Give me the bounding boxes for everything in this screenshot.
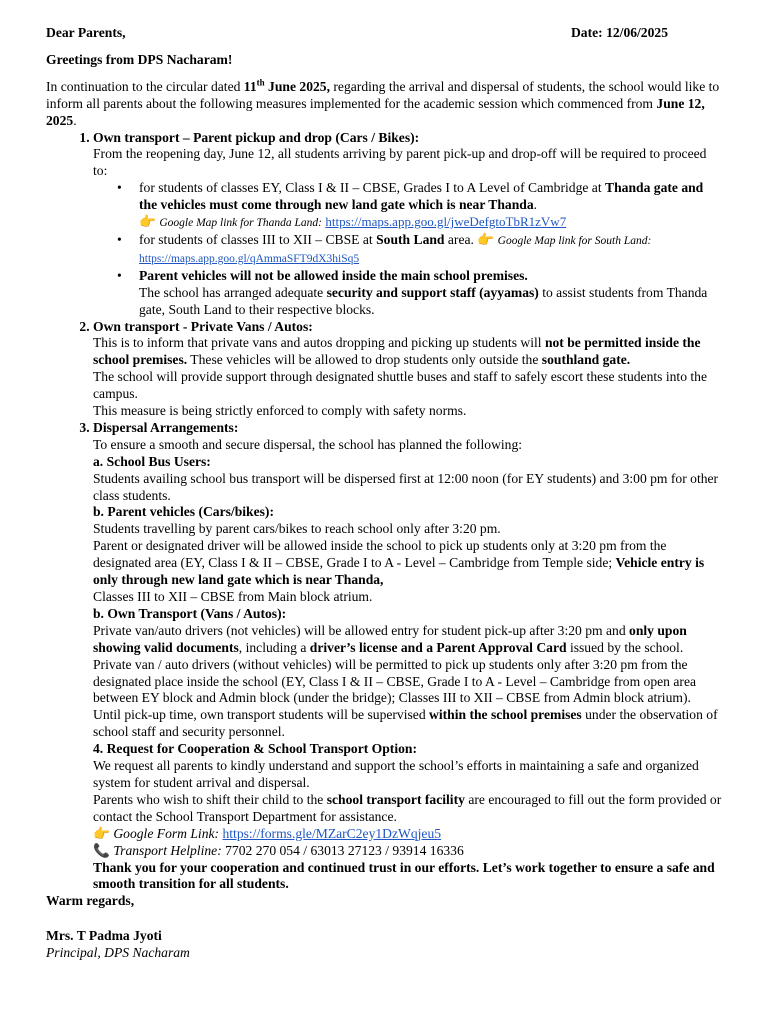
salutation: Dear Parents, bbox=[46, 25, 126, 40]
signatory-name: Mrs. T Padma Jyoti bbox=[46, 928, 162, 944]
letter-header bbox=[46, 25, 722, 42]
pickup-points-list bbox=[93, 180, 722, 318]
south-land-map-link[interactable]: https://maps.app.goo.gl/qAmmaSFT9dX3hiSq5 bbox=[139, 252, 360, 265]
google-form-link[interactable]: https://forms.gle/MZarC2ey1DzWqjeu5 bbox=[222, 825, 442, 841]
thanda-map-link[interactable]: https://maps.app.goo.gl/jweDefgtoTbR1zVw7 bbox=[325, 214, 567, 230]
backhand-index-pointing-right-icon: 👉 bbox=[93, 825, 110, 841]
list-item: • for students of classes EY, Class I & II – CBSE, Grades I to A Level of Cambridge at Thanda gate and the vehicles must come through new land gate which is near Thanda. 👉 Google Map link for Thanda Land: https://maps.app.goo.gl/jweDefgtoTbR1zVw7 bbox=[139, 180, 722, 232]
section-dispersal: 3. Dispersal Arrangements: To ensure a smooth and secure dispersal, the school has planned the following: a. School Bus Users: Students availing school bus transport will be dispersed first at 12:00 noon (for EY students) and 3:00 pm for other class students. b. Parent vehicles (Cars/bikes): Students travelling by parent cars/bikes to reach school only after 3:20 pm. Parent or designated driver will be allowed inside the school to pick up students only at 3:20 pm from the designated area (EY, Class I & II – CBSE, Grade I to A - Level – Cambridge from Temple side; Vehicle entry is only through new land gate which is near Thanda, Classes III to XII – CBSE from Main block atrium. b. Own Transport (Vans / Autos): Private van/auto drivers (not vehicles) will be allowed entry for student pick-up after 3:20 pm and only upon showing valid documents, including a driver’s license and a Parent Approval Card issued by the school. Private van / auto drivers (without vehicles) will be permitted to pick up students only after 3:20 pm from the designated place inside the school (EY, Class I & II – CBSE, Grade I to A - Level – Cambridge from open area between EY block and Admin block (under the bridge); Classes III to XII – CBSE from Admin block atrium). Until pick-up time, own transport students will be supervised within the school premises under the observation of school staff and security personnel. 4. Request for Cooperation & School Transport Option: We request all parents to kindly understand and support the school’s efforts in maintaining a safe and organized system for student arrival and dispersal. Parents who wish to shift their child to the school transport facility are encouraged to fill out the form provided or contact the School Transport Department for assistance. 👉 Google Form Link: https://forms.gle/MZarC2ey1DzWqjeu5 📞 Transport Helpline: 7702 270 054 / 63013 27123 / 93914 16336 Thank you for your cooperation and continued trust in our efforts. Let’s work together to ensure a safe and smooth transition for all students. bbox=[93, 420, 722, 893]
backhand-index-pointing-right-icon: 👉 bbox=[477, 231, 495, 247]
thank-you-note: Thank you for your cooperation and continued trust in our efforts. Let’s work together to ensure a safe and smooth transition for all students. bbox=[93, 859, 715, 892]
section-private-vans: 2. Own transport - Private Vans / Autos: This is to inform that private vans and autos dropping and picking up students will not be permitted inside the school premises. These vehicles will be allowed to drop students only outside the southland gate. The school will provide support through designated shuttle buses and staff to safely escort these students into the campus. This measure is being strictly enforced to comply with safety norms. bbox=[93, 319, 722, 420]
section-heading-cooperation: 4. Request for Cooperation & School Transport Option: bbox=[93, 741, 417, 757]
backhand-index-pointing-right-icon: 👉 bbox=[139, 214, 156, 230]
section-own-transport-parent: 1. Own transport – Parent pickup and drop (Cars / Bikes): From the reopening day, June 12, all students arriving by parent pick-up and drop-off will be required to proceed to: • for students of classes EY, Class I & II – CBSE, Grades I to A Level of Cambridge at Thanda gate and the vehicles must come through new land gate which is near Thanda. 👉 Google Map link for Thanda Land: https://maps.app.goo.gl/jweDefgtoTbR1zVw7 • for students of classes III to XII – CBSE at South Land area. 👉 Google Map link for South Land: https://maps.app.goo.gl/qAmmaSFT9dX3hiSq5 • Parent vehicles will not be allowed inside the main school premises. The school has arranged adequate security and support staff (ayyamas) to assist students from Thanda gate, South Land to their respective blocks. bbox=[93, 130, 722, 319]
subheading-own-transport: b. Own Transport (Vans / Autos): bbox=[93, 605, 287, 621]
signatory-title: Principal, DPS Nacharam bbox=[46, 945, 190, 961]
helpline-numbers: 7702 270 054 / 63013 27123 / 93914 16336 bbox=[221, 842, 464, 858]
closing-regards: Warm regards, bbox=[46, 893, 135, 909]
measures-list bbox=[46, 130, 722, 894]
letter-date: Date: 12/06/2025 bbox=[570, 25, 668, 40]
section-heading: Own transport - Private Vans / Autos: bbox=[93, 318, 313, 334]
subheading-parent-vehicles: b. Parent vehicles (Cars/bikes): bbox=[93, 504, 274, 520]
greeting: Greetings from DPS Nacharam! bbox=[46, 51, 233, 67]
list-item: • for students of classes III to XII – CBSE at South Land area. 👉 Google Map link for South Land: https://maps.app.goo.gl/qAmmaSFT9dX3hiSq5 bbox=[139, 232, 722, 268]
telephone-receiver-icon: 📞 bbox=[93, 842, 110, 858]
section-heading: Dispersal Arrangements: bbox=[93, 419, 239, 435]
list-item: • Parent vehicles will not be allowed inside the main school premises. The school has arranged adequate security and support staff (ayyamas) to assist students from Thanda gate, South Land to their respective blocks. bbox=[139, 268, 722, 319]
section-heading: Own transport – Parent pickup and drop (Cars / Bikes): bbox=[93, 129, 420, 145]
subheading-bus: a. School Bus Users: bbox=[93, 453, 211, 469]
intro-paragraph: In continuation to the circular dated 11th June 2025, regarding the arrival and dispersal of students, the school would like to inform all parents about the following measures implemented for the academic session which commenced from June 12, 2025. bbox=[46, 77, 720, 128]
